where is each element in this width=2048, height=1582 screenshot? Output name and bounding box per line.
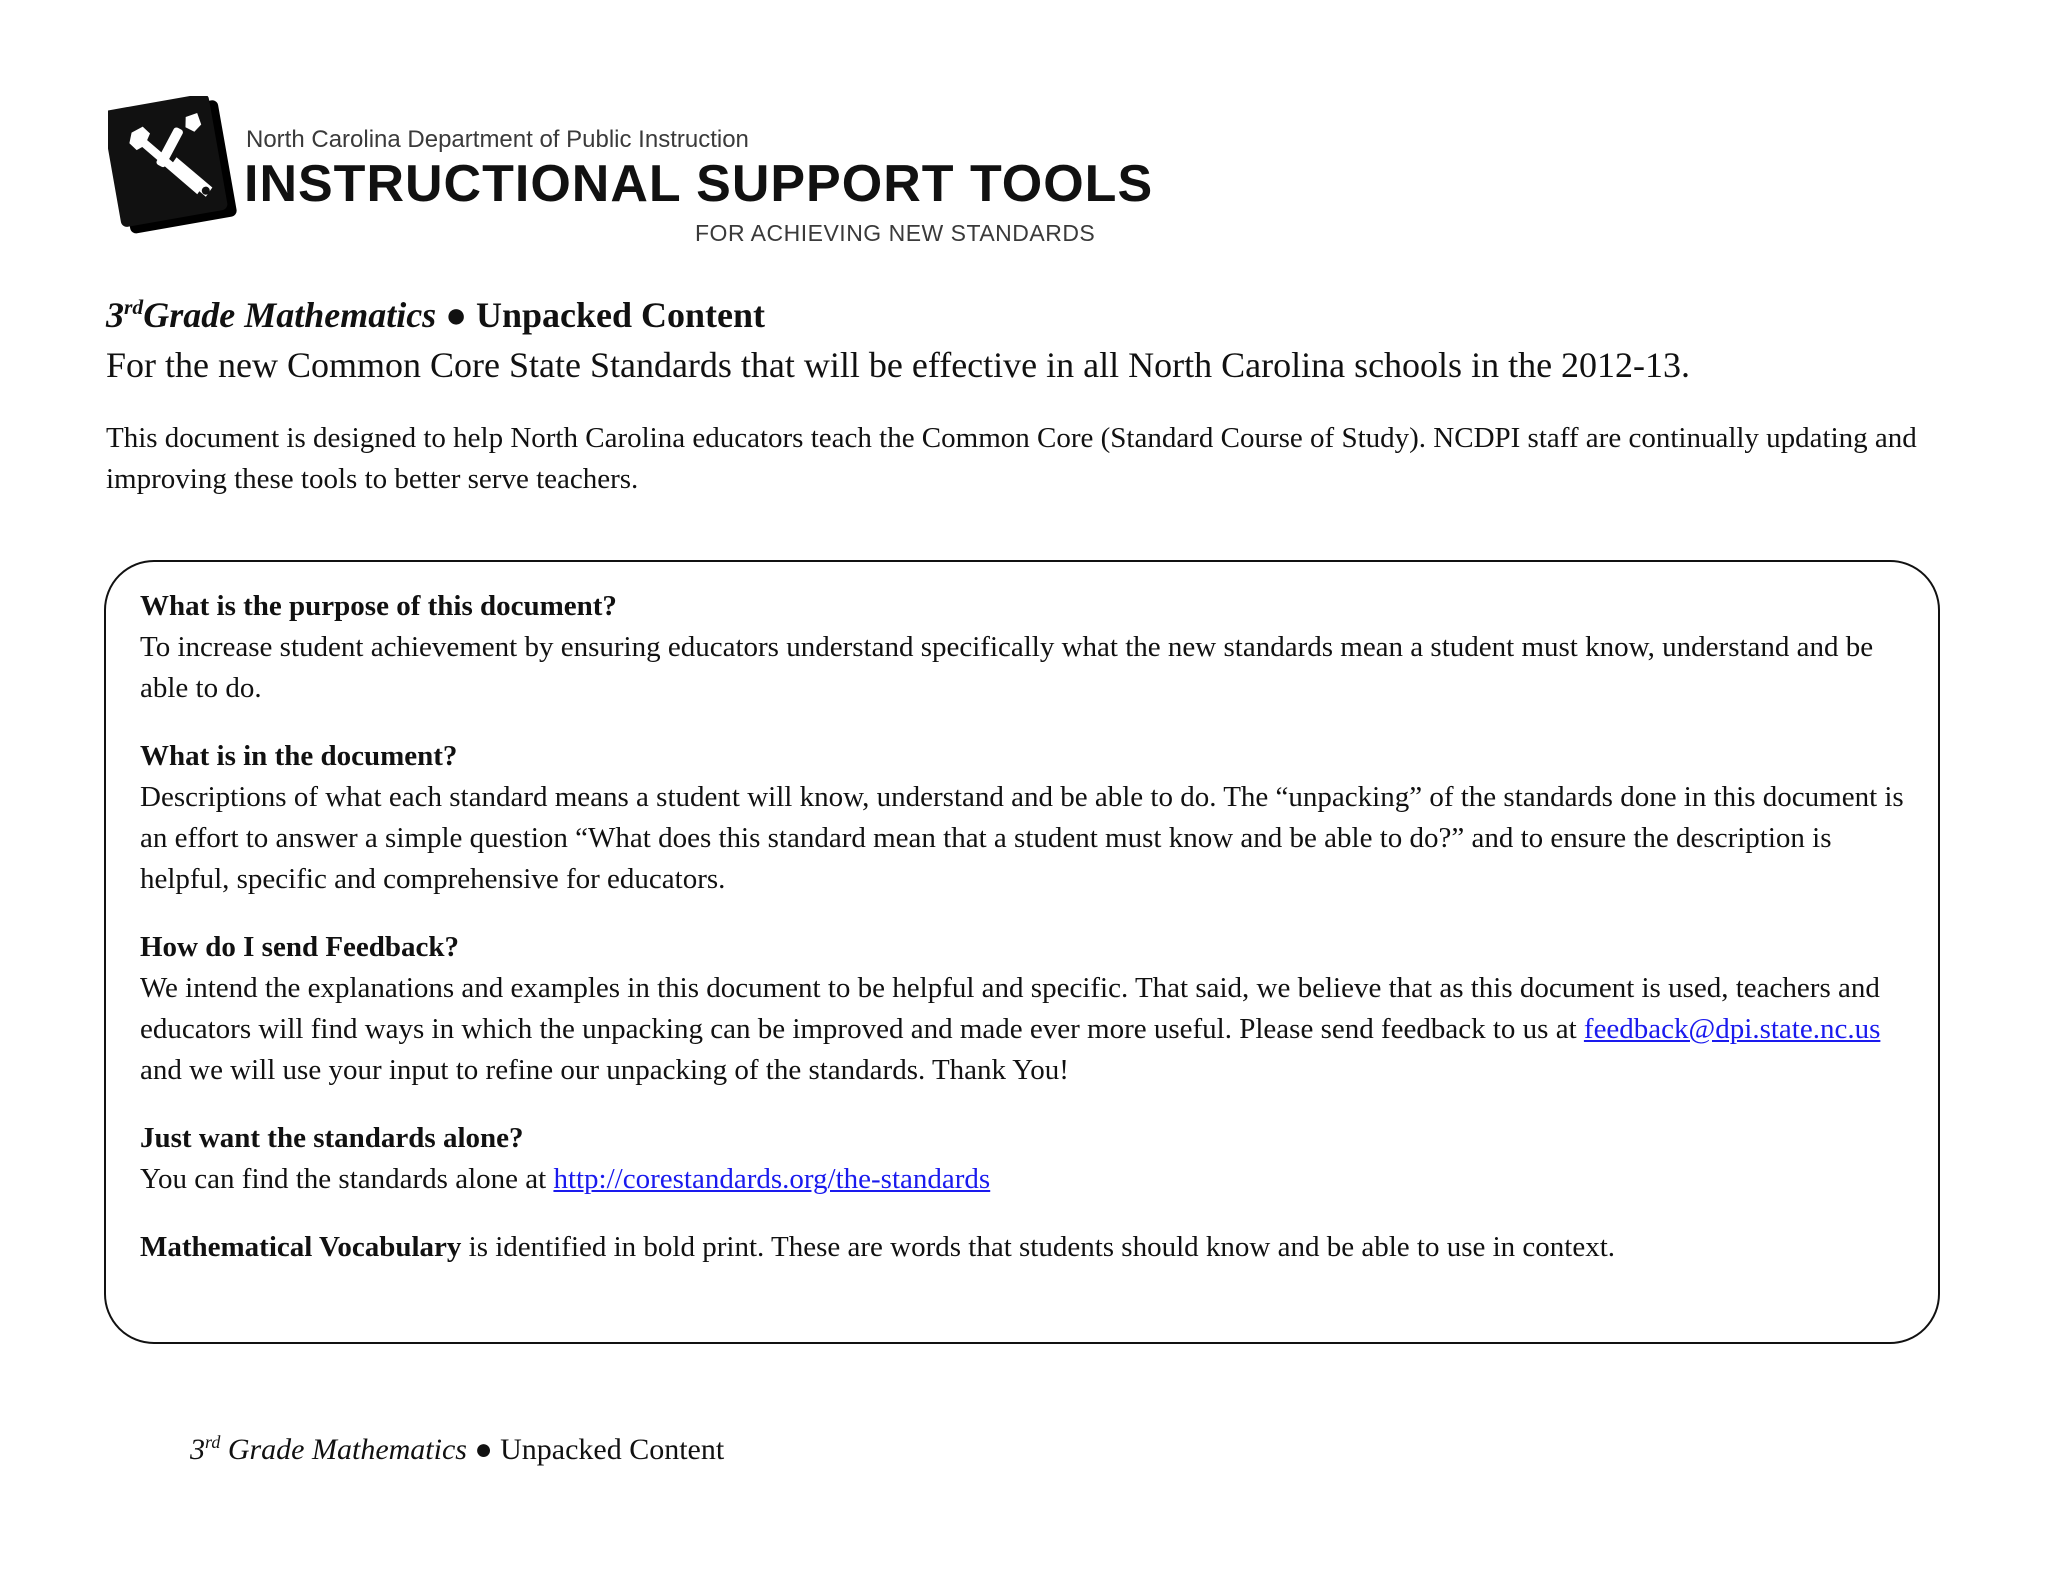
purpose-answer: To increase student achievement by ensuring educators understand specifically what the new standards mean a student must know, understand and be able to do. xyxy=(140,631,1874,704)
info-box-content xyxy=(140,586,1920,1295)
ncdpi-logo xyxy=(108,96,1154,246)
section-purpose xyxy=(140,586,1920,709)
feedback-answer-tail: and we will use your input to refine our unpacking of the standards. Thank You! xyxy=(140,1054,1069,1086)
vocabulary-bold-text: Mathematical Vocabulary xyxy=(140,1231,462,1263)
title-rest: Unpacked Content xyxy=(475,295,765,335)
tools-icon xyxy=(108,96,238,236)
feedback-answer-text: We intend the explanations and examples in this document to be helpful and specific. That said, we believe that as this document is used, teachers and educators will find ways in which the unpacking can be improved and made ever more useful. Please send feedback to us at xyxy=(140,972,1880,1045)
section-standards xyxy=(140,1118,1920,1200)
standards-question: Just want the standards alone? xyxy=(140,1122,524,1154)
footer-grade-subject: Grade Mathematics xyxy=(227,1433,467,1466)
footer-bullet: ● xyxy=(474,1433,493,1466)
intro-paragraph: This document is designed to help North Carolina educators teach the Common Core (Standard Course of Study). NCDPI staff are continually updating and improving these tools to better serve teachers. xyxy=(106,422,1917,495)
logo-subtitle-text: FOR ACHIEVING NEW STANDARDS xyxy=(695,220,1096,246)
title-bullet: ● xyxy=(445,295,467,335)
purpose-question: What is the purpose of this document? xyxy=(140,590,617,622)
standards-url-link[interactable]: http://corestandards.org/the-standards xyxy=(553,1163,991,1195)
page-subtitle: For the new Common Core State Standards that will be effective in all North Carolina schools in the 2012-13. xyxy=(106,345,1691,385)
feedback-email-link[interactable]: feedback@dpi.state.nc.us xyxy=(1583,1013,1881,1045)
footer-grade-number: 3 xyxy=(190,1433,205,1466)
feedback-question: How do I send Feedback? xyxy=(140,931,460,963)
page-title xyxy=(106,294,765,336)
section-vocabulary xyxy=(140,1227,1920,1268)
page-footer xyxy=(190,1432,724,1467)
footer-grade-suffix: rd xyxy=(205,1432,221,1452)
contents-answer: Descriptions of what each standard means a student will know, understand and be able to do. The “unpacking” of the standards done in this document is an effort to answer a simple question “What does this standard mean that a student must know and be able to do?” and to ensure the description is helpful, specific and comprehensive for educators. xyxy=(140,781,1904,895)
title-grade-number: 3 xyxy=(106,295,124,335)
vocabulary-text: is identified in bold print. These are words that students should know and be able to use in context. xyxy=(468,1231,1616,1263)
standards-answer-text: You can find the standards alone at xyxy=(140,1163,547,1195)
logo-department-text: North Carolina Department of Public Instruction xyxy=(246,126,749,153)
section-feedback xyxy=(140,927,1920,1091)
standards-answer xyxy=(140,1159,1920,1200)
footer-rest: Unpacked Content xyxy=(500,1433,725,1466)
logo-title-text: INSTRUCTIONAL SUPPORT TOOLS xyxy=(244,155,1154,213)
title-grade-subject: Grade Mathematics xyxy=(143,295,437,335)
title-grade-suffix: rd xyxy=(124,295,144,319)
section-contents xyxy=(140,736,1920,900)
feedback-answer xyxy=(140,968,1920,1091)
contents-question: What is in the document? xyxy=(140,740,458,772)
